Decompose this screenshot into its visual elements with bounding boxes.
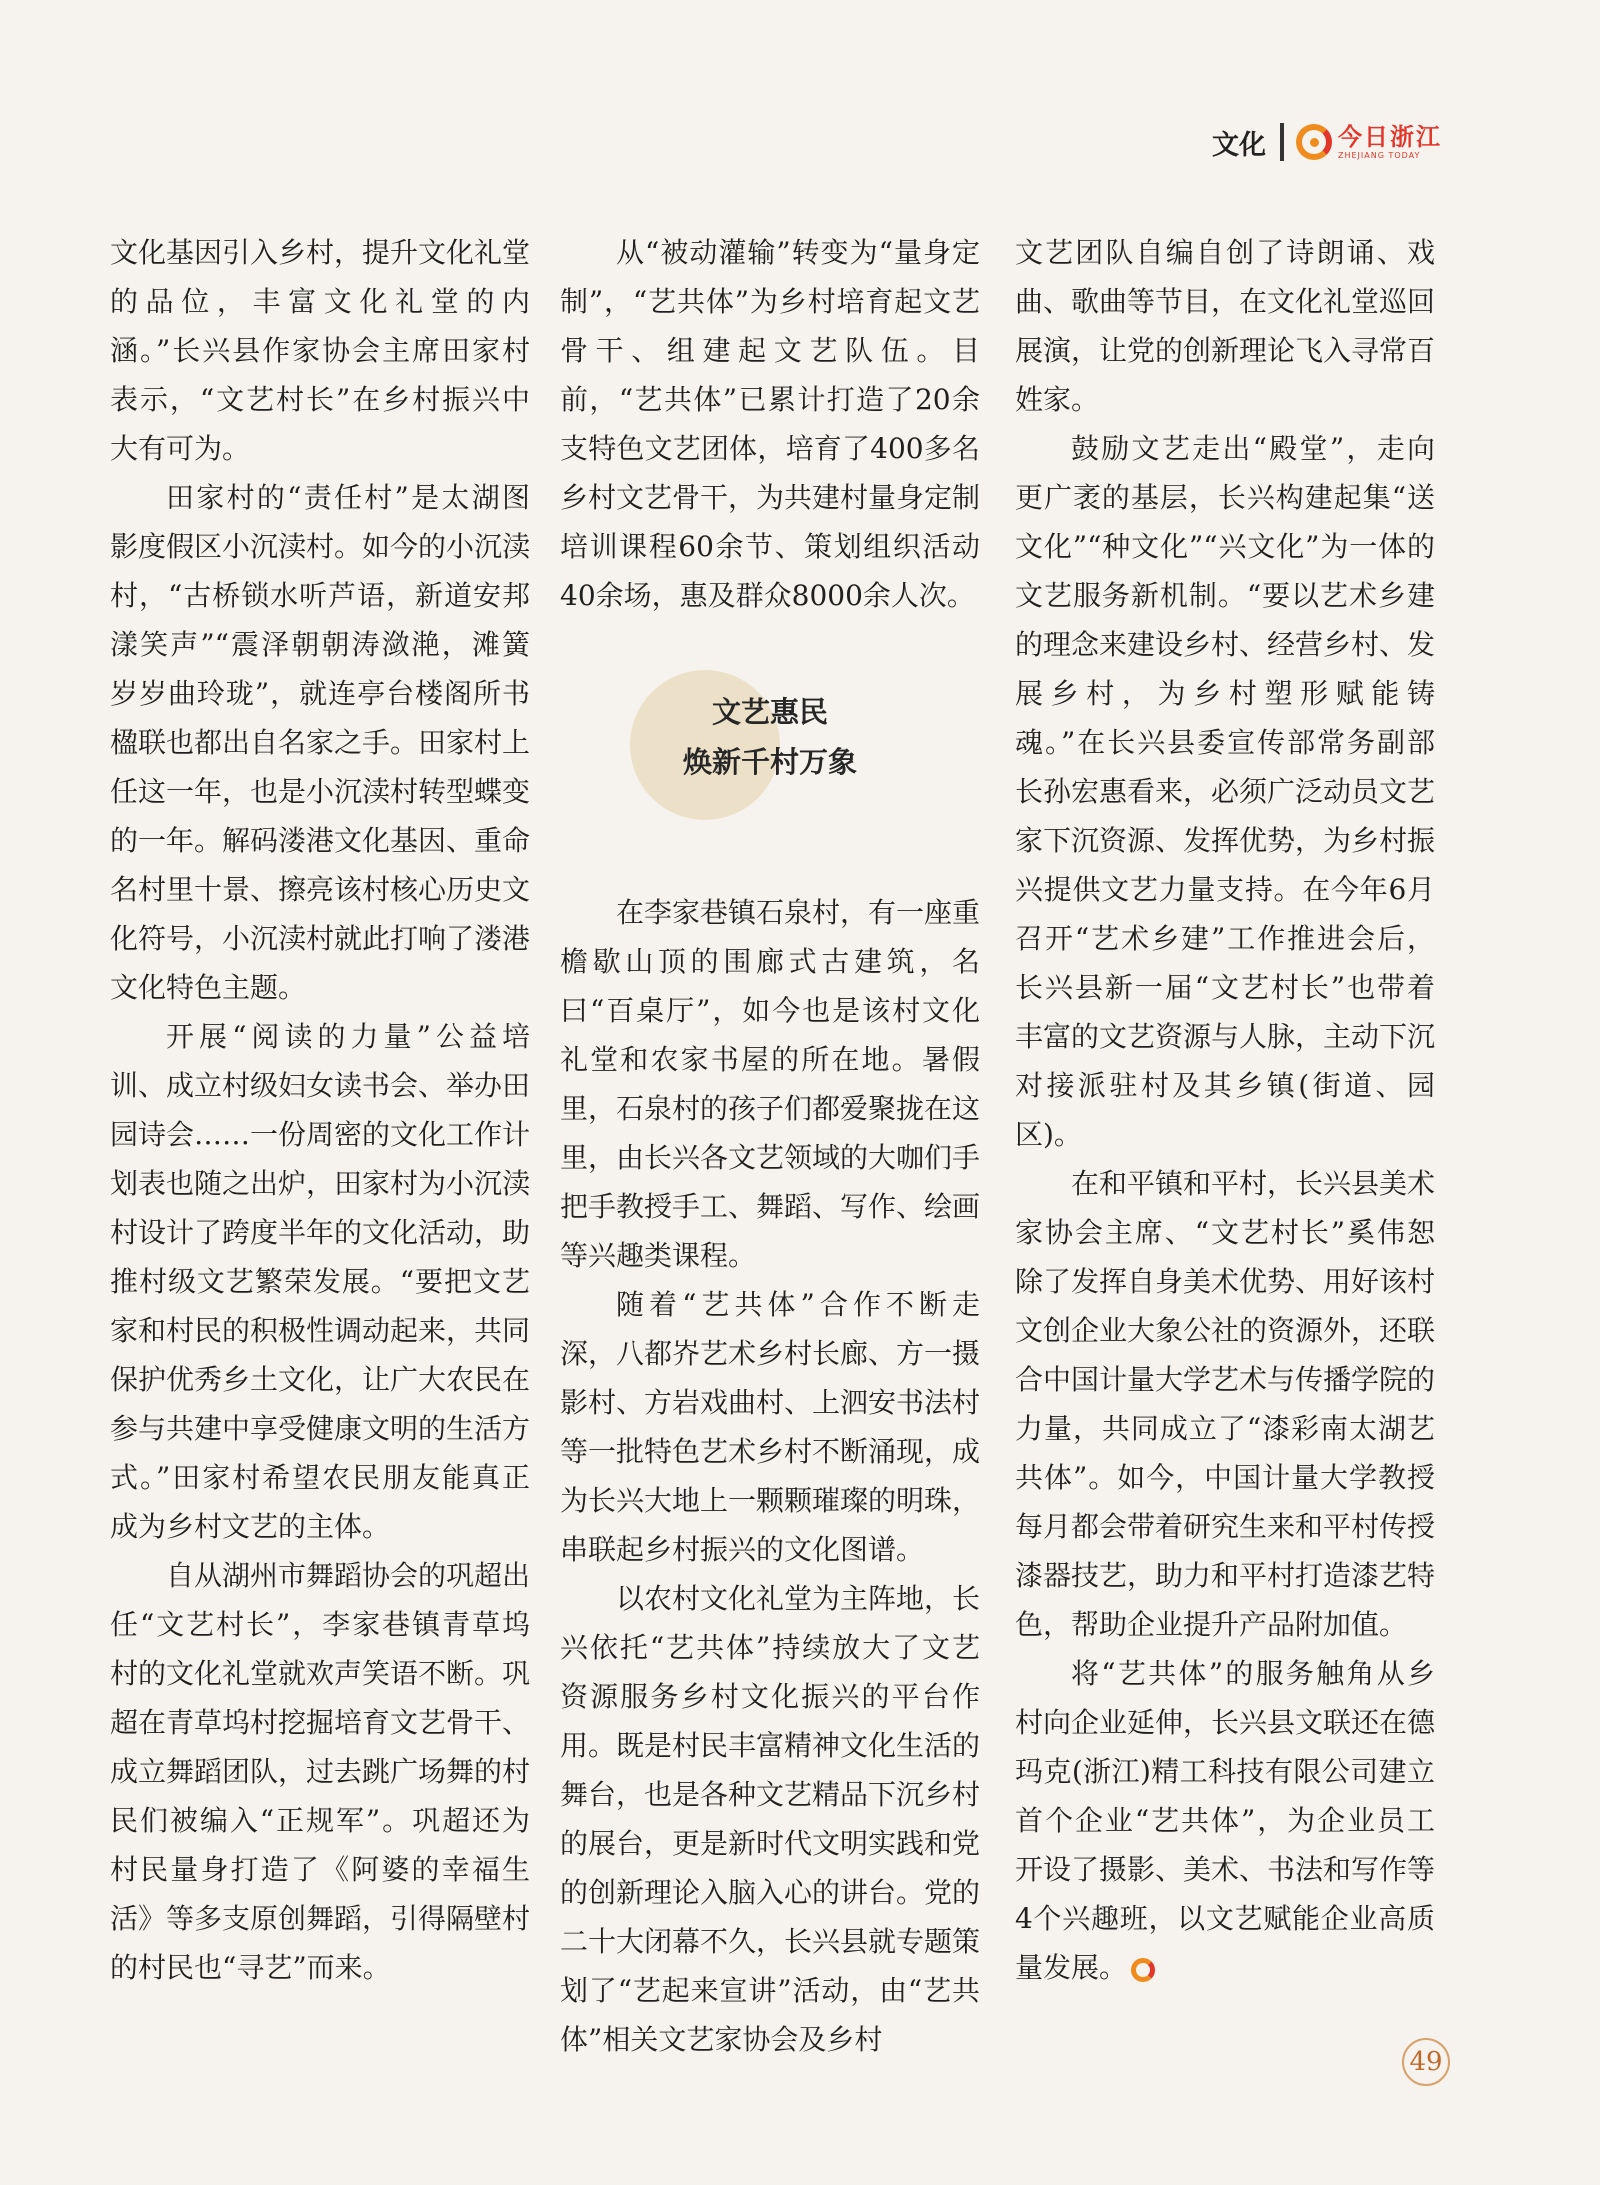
- section-subheading: [560, 670, 980, 840]
- page-number: 49: [1402, 2038, 1450, 2086]
- magazine-logo: [1296, 124, 1442, 160]
- logo-english: ZHEJIANG TODAY: [1338, 150, 1421, 160]
- header-divider: [1280, 123, 1284, 161]
- text-column-1: [110, 228, 530, 1992]
- paragraph: 鼓励文艺走出“殿堂”，走向更广袤的基层，长兴构建起集“送文化”“种文化”“兴文化”为一体的文艺服务新机制。“要以艺术乡建的理念来建设乡村、经营乡村、发展乡村，为乡村塑形赋能铸魂。”在长兴县委宣传部常务副部长孙宏惠看来，必须广泛动员文艺家下沉资源、发挥优势，为乡村振兴提供文艺力量支持。在今年6月召开“艺术乡建”工作推进会后，长兴县新一届“文艺村长”也带着丰富的文艺资源与人脉，主动下沉对接派驻村及其乡镇(街道、园区)。: [1015, 432, 1436, 1151]
- section-label: 文化: [1212, 129, 1266, 161]
- paragraph: 自从湖州市舞蹈协会的巩超出任“文艺村长”，李家巷镇青草坞村的文化礼堂就欢声笑语不断。巩超在青草坞村挖掘培育文艺骨干、成立舞蹈团队，过去跳广场舞的村民们被编入“正规军”。巩超还为村民量身打造了《阿婆的幸福生活》等多支原创舞蹈，引得隔壁村的村民也“寻艺”而来。: [110, 1559, 531, 1984]
- paragraph: 开展“阅读的力量”公益培训、成立村级妇女读书会、举办田园诗会……一份周密的文化工作计划表也随之出炉，田家村为小沉渎村设计了跨度半年的文化活动，助推村级文艺繁荣发展。“要把文艺家和村民的积极性调动起来，共同保护优秀乡土文化，让广大农民在参与共建中享受健康文明的生活方式。”田家村希望农民朋友能真正成为乡村文艺的主体。: [110, 1020, 531, 1543]
- logo-text: [1338, 122, 1442, 160]
- end-of-article-icon: [1131, 1958, 1155, 1982]
- paragraph: 在李家巷镇石泉村，有一座重檐歇山顶的围廊式古建筑，名曰“百桌厅”，如今也是该村文化礼堂和农家书屋的所在地。暑假里，石泉村的孩子们都爱聚拢在这里，由长兴各文艺领域的大咖们手把手教授手工、舞蹈、写作、绘画等兴趣类课程。: [560, 896, 981, 1272]
- paragraph: 在和平镇和平村，长兴县美术家协会主席、“文艺村长”奚伟恕除了发挥自身美术优势、用好该村文创企业大象公社的资源外，还联合中国计量大学艺术与传播学院的力量，共同成立了“漆彩南太湖艺共体”。如今，中国计量大学教授每月都会带着研究生来和平村传授漆器技艺，助力和平村打造漆艺特色，帮助企业提升产品附加值。: [1015, 1167, 1436, 1641]
- subheading-line-1: 文艺惠民: [711, 695, 828, 729]
- paragraph-text: 将“艺共体”的服务触角从乡村向企业延伸，长兴县文联还在德玛克(浙江)精工科技有限公司建立首个企业“艺共体”，为企业员工开设了摄影、美术、书法和写作等4个兴趣班，以文艺赋能企业高质量发展。: [1015, 1657, 1436, 1984]
- paragraph: 文艺团队自编自创了诗朗诵、戏曲、歌曲等节目，在文化礼堂巡回展演，让党的创新理论飞入寻常百姓家。: [1015, 236, 1436, 416]
- running-header: [1212, 118, 1442, 166]
- text-column-3: [1015, 228, 1435, 1992]
- text-column-2: [560, 228, 980, 2064]
- paragraph: 田家村的“责任村”是太湖图影度假区小沉渎村。如今的小沉渎村，“古桥锁水听芦语，新道安邦漾笑声”“震泽朝朝涛潋滟，滩簧岁岁曲玲珑”，就连亭台楼阁所书楹联也都出自名家之手。田家村上任这一年，也是小沉渎村转型蝶变的一年。解码溇港文化基因、重命名村里十景、擦亮该村核心历史文化符号，小沉渎村就此打响了溇港文化特色主题。: [110, 481, 531, 1004]
- paragraph: 文化基因引入乡村，提升文化礼堂的品位，丰富文化礼堂的内涵。”长兴县作家协会主席田家村表示，“文艺村长”在乡村振兴中大有可为。: [110, 236, 531, 465]
- paragraph: 从“被动灌输”转变为“量身定制”，“艺共体”为乡村培育起文艺骨干、组建起文艺队伍。目前，“艺共体”已累计打造了20余支特色文艺团体，培育了400多名乡村文艺骨干，为共建村量身定制培训课程60余节、策划组织活动40余场，惠及群众8000余人次。: [560, 236, 981, 612]
- paragraph-last: [1015, 1649, 1435, 1992]
- subheading-line-2: 焕新千村万象: [682, 745, 857, 779]
- paragraph: 随着“艺共体”合作不断走深，八都岕艺术乡村长廊、方一摄影村、方岩戏曲村、上泗安书法村等一批特色艺术乡村不断涌现，成为长兴大地上一颗颗璀璨的明珠，串联起乡村振兴的文化图谱。: [560, 1288, 981, 1566]
- logo-chinese: 今日浙江: [1338, 122, 1442, 151]
- swirl-logo-icon: [1296, 124, 1332, 160]
- paragraph: 以农村文化礼堂为主阵地，长兴依托“艺共体”持续放大了文艺资源服务乡村文化振兴的平台作用。既是村民丰富精神文化生活的舞台，也是各种文艺精品下沉乡村的展台，更是新时代文明实践和党的创新理论入脑入心的讲台。党的二十大闭幕不久，长兴县就专题策划了“艺起来宣讲”活动，由“艺共体”相关文艺家协会及乡村: [560, 1582, 981, 2056]
